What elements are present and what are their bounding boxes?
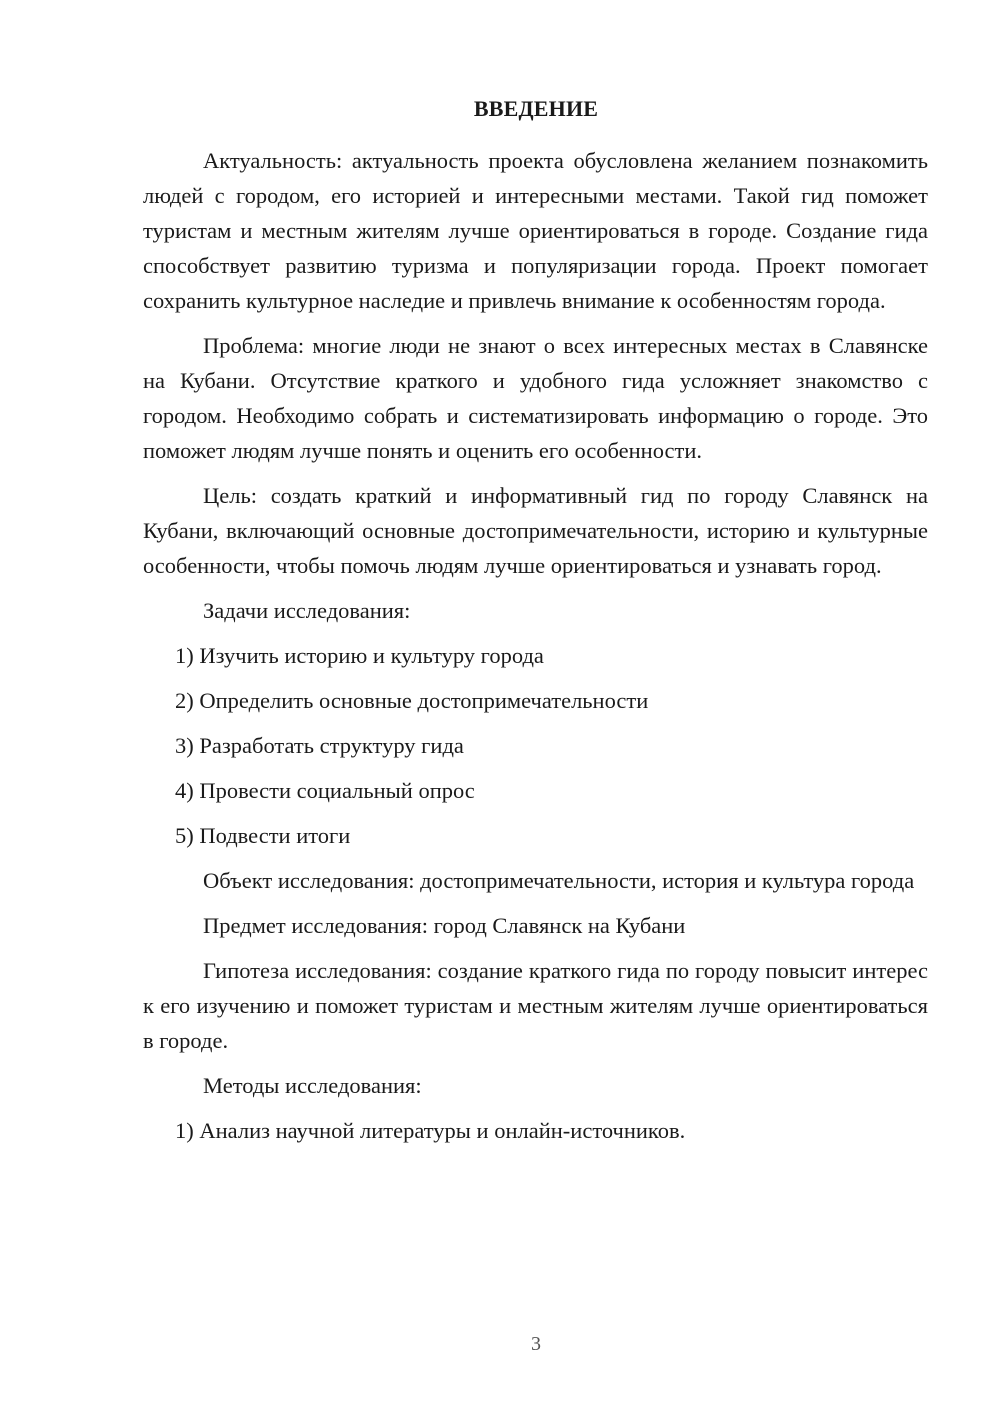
subject-paragraph: Предмет исследования: город Славянск на Кубани [203, 913, 686, 938]
task-item: 2) Определить основные достопримечательности [175, 688, 649, 713]
section-title: ВВЕДЕНИЕ [473, 96, 599, 121]
problem-paragraph: Проблема: многие люди не знают о всех интересных местах в Славянске на Кубани. Отсутствие краткого и удобного гида усложняет знакомство с городом. Необходимо собрать и систематизировать информацию о городе. Это поможет людям лучше понять и оценить его особенности. [143, 333, 928, 463]
page-number: 3 [531, 1333, 541, 1355]
task-item: 1) Изучить историю и культуру города [175, 643, 544, 668]
hypothesis-paragraph: Гипотеза исследования: создание краткого гида по городу повысит интерес к его изучению и поможет туристам и местным жителям лучше ориентироваться в городе. [143, 958, 928, 1053]
goal-paragraph: Цель: создать краткий и информативный гид по городу Славянск на Кубани, включающий основные достопримечательности, историю и культурные особенности, чтобы помочь людям лучше ориентироваться и узнавать город. [143, 483, 928, 578]
task-item: 5) Подвести итоги [175, 823, 351, 848]
tasks-heading: Задачи исследования: [203, 598, 411, 623]
relevance-paragraph: Актуальность: актуальность проекта обусловлена желанием познакомить людей с городом, его историей и интересными местами. Такой гид поможет туристам и местным жителям лучше ориентироваться в городе. Создание гида способствует развитию туризма и популяризации города. Проект помогает сохранить культурное наследие и привлечь внимание к особенностям города. [143, 148, 928, 313]
methods-heading: Методы исследования: [203, 1073, 422, 1098]
method-item: 1) Анализ научной литературы и онлайн-источников. [175, 1118, 686, 1143]
task-item: 4) Провести социальный опрос [175, 778, 475, 803]
body-text [143, 143, 928, 1158]
object-paragraph: Объект исследования: достопримечательности, история и культура города [203, 868, 915, 893]
task-item: 3) Разработать структуру гида [175, 733, 464, 758]
